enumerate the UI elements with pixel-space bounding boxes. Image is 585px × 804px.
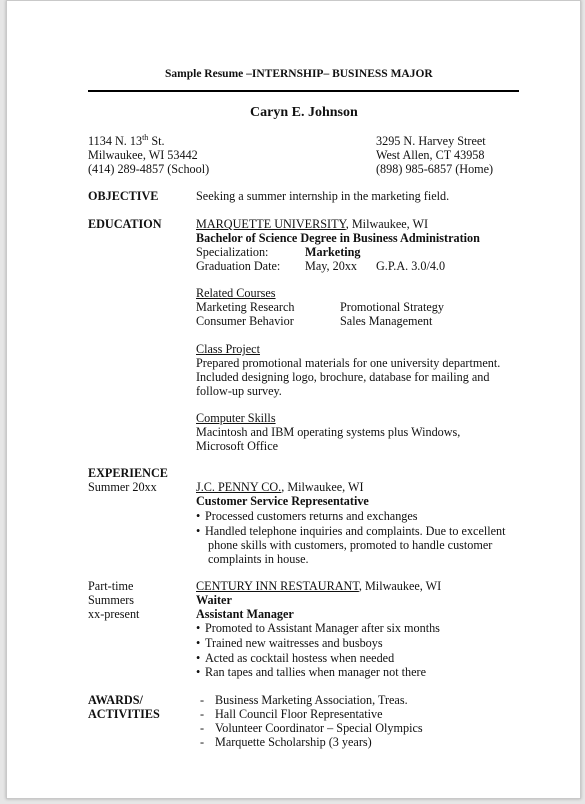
applicant-name: Caryn E. Johnson: [250, 105, 358, 120]
graduation-value: May, 20xx: [305, 259, 358, 273]
specialization-label: Specialization:: [196, 245, 269, 259]
award-item: Volunteer Coordinator – Special Olympics: [215, 721, 423, 735]
project-line: Prepared promotional materials for one university department.: [196, 356, 501, 370]
objective-text: Seeking a summer internship in the marketing field.: [196, 189, 450, 203]
graduation-label: Graduation Date:: [196, 259, 281, 273]
course-item: Consumer Behavior: [196, 314, 294, 328]
home-city: West Allen, CT 43958: [376, 148, 485, 162]
job1-bullet-cont: phone skills with customers, promoted to handle customer: [208, 538, 493, 552]
course-item: Marketing Research: [196, 300, 295, 314]
job1-bullet-cont: complaints in house.: [208, 552, 309, 566]
awards-heading: ACTIVITIES: [88, 707, 160, 721]
job1-period: Summer 20xx: [88, 480, 157, 494]
skills-line: Microsoft Office: [196, 439, 279, 453]
courses-heading: Related Courses: [196, 286, 276, 300]
title-divider: [88, 90, 519, 92]
experience-heading: EXPERIENCE: [88, 466, 168, 480]
award-dash: -: [200, 693, 205, 707]
project-heading: Class Project: [196, 342, 260, 356]
job2-title: Waiter: [196, 593, 232, 607]
home-street: 3295 N. Harvey Street: [376, 134, 486, 148]
specialization-value: Marketing: [305, 245, 361, 259]
award-item: Business Marketing Association, Treas.: [215, 693, 408, 707]
school-name: MARQUETTE UNIVERSITY: [196, 217, 346, 231]
job2-bullet: • Acted as cocktail hostess when needed: [205, 651, 394, 665]
job1-employer: J.C. PENNY CO., Milwaukee, WI: [196, 480, 364, 494]
job1-bullet: • Handled telephone inquiries and complaints. Due to excellent: [205, 524, 506, 538]
home-phone: (898) 985-6857 (Home): [376, 162, 494, 176]
award-item: Hall Council Floor Representative: [215, 707, 383, 721]
skills-heading: Computer Skills: [196, 411, 276, 425]
gpa: G.P.A. 3.0/4.0: [376, 259, 446, 273]
education-school: MARQUETTE UNIVERSITY, Milwaukee, WI: [196, 217, 429, 231]
job1-title: Customer Service Representative: [196, 494, 369, 508]
job2-employer: CENTURY INN RESTAURANT, Milwaukee, WI: [196, 579, 442, 593]
job2-title: Assistant Manager: [196, 607, 294, 621]
award-item: Marquette Scholarship (3 years): [215, 735, 372, 749]
education-heading: EDUCATION: [88, 217, 162, 231]
school-phone: (414) 289-4857 (School): [88, 162, 210, 176]
objective-heading: OBJECTIVE: [88, 189, 159, 203]
skills-line: Macintosh and IBM operating systems plus Windows,: [196, 425, 461, 439]
job2-bullet: • Promoted to Assistant Manager after six months: [205, 621, 440, 635]
school-street: 1134 N. 13th St.: [88, 132, 165, 148]
job2-bullet: • Trained new waitresses and busboys: [205, 636, 383, 650]
project-line: Included designing logo, brochure, database for mailing and: [196, 370, 490, 384]
course-item: Sales Management: [340, 314, 433, 328]
job2-bullet: • Ran tapes and tallies when manager not there: [205, 665, 426, 679]
course-item: Promotional Strategy: [340, 300, 444, 314]
project-line: follow-up survey.: [196, 384, 282, 398]
award-dash: -: [200, 721, 205, 735]
job2-period: Part-time: [88, 579, 134, 593]
award-dash: -: [200, 707, 205, 721]
awards-heading: AWARDS/: [88, 693, 143, 707]
document-title: Sample Resume –INTERNSHIP– BUSINESS MAJOR: [165, 68, 433, 80]
school-city: Milwaukee, WI 53442: [88, 148, 198, 162]
degree: Bachelor of Science Degree in Business Administration: [196, 231, 480, 245]
job1-bullet: • Processed customers returns and exchanges: [205, 509, 418, 523]
job2-period: Summers: [88, 593, 135, 607]
job2-period: xx-present: [88, 607, 140, 621]
award-dash: -: [200, 735, 205, 749]
